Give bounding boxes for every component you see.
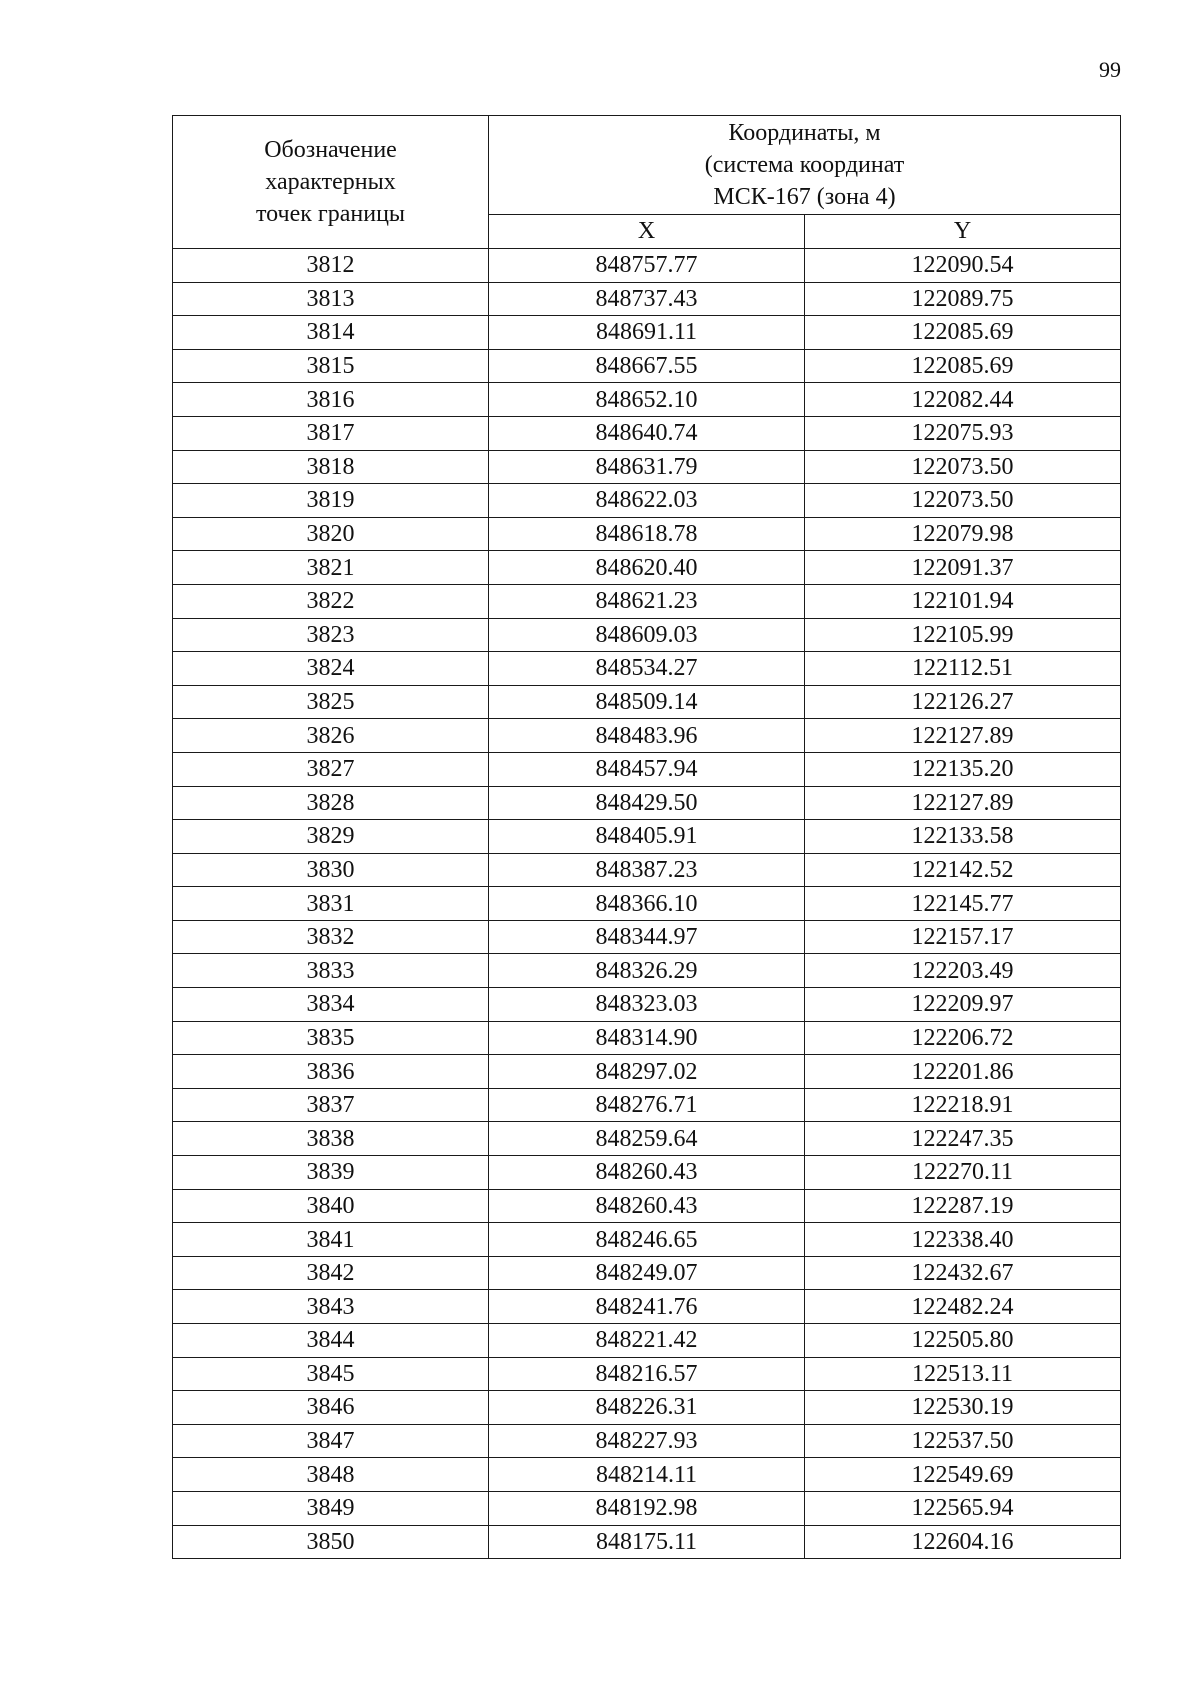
cell-x: 848483.96 [489, 719, 805, 753]
cell-point-id: 3825 [173, 685, 489, 719]
cell-point-id: 3850 [173, 1525, 489, 1559]
cell-x: 848226.31 [489, 1391, 805, 1425]
cell-point-id: 3846 [173, 1391, 489, 1425]
cell-y: 122133.58 [805, 820, 1121, 854]
table-row [173, 349, 1121, 383]
table-row [173, 1223, 1121, 1257]
cell-y: 122127.89 [805, 786, 1121, 820]
cell-x: 848457.94 [489, 752, 805, 786]
cell-x: 848640.74 [489, 416, 805, 450]
cell-x: 848631.79 [489, 450, 805, 484]
cell-y: 122157.17 [805, 920, 1121, 954]
cell-y: 122090.54 [805, 249, 1121, 283]
cell-point-id: 3840 [173, 1189, 489, 1223]
cell-x: 848249.07 [489, 1256, 805, 1290]
header-point-designation [173, 116, 489, 249]
cell-x: 848429.50 [489, 786, 805, 820]
cell-y: 122530.19 [805, 1391, 1121, 1425]
cell-y: 122101.94 [805, 584, 1121, 618]
cell-y: 122089.75 [805, 282, 1121, 316]
cell-y: 122073.50 [805, 484, 1121, 518]
table-row [173, 1122, 1121, 1156]
cell-y: 122073.50 [805, 450, 1121, 484]
cell-point-id: 3827 [173, 752, 489, 786]
table-row [173, 1424, 1121, 1458]
table-row [173, 1156, 1121, 1190]
table-row [173, 1055, 1121, 1089]
cell-point-id: 3836 [173, 1055, 489, 1089]
cell-point-id: 3830 [173, 853, 489, 887]
table-row [173, 383, 1121, 417]
cell-y: 122105.99 [805, 618, 1121, 652]
header-point-label: Обозначение характерных точек границы [255, 137, 406, 227]
cell-y: 122126.27 [805, 685, 1121, 719]
cell-y: 122513.11 [805, 1357, 1121, 1391]
cell-x: 848652.10 [489, 383, 805, 417]
cell-y: 122505.80 [805, 1324, 1121, 1358]
page-number: 99 [1099, 57, 1121, 82]
cell-point-id: 3828 [173, 786, 489, 820]
cell-point-id: 3847 [173, 1424, 489, 1458]
cell-point-id: 3814 [173, 316, 489, 350]
cell-point-id: 3816 [173, 383, 489, 417]
cell-y: 122082.44 [805, 383, 1121, 417]
table-row [173, 584, 1121, 618]
cell-point-id: 3844 [173, 1324, 489, 1358]
cell-x: 848192.98 [489, 1491, 805, 1525]
cell-y: 122604.16 [805, 1525, 1121, 1559]
header-coordinates-label: Координаты, м (система координат МСК-167 (зона 4) [704, 119, 905, 210]
cell-x: 848344.97 [489, 920, 805, 954]
table-row [173, 1324, 1121, 1358]
cell-point-id: 3831 [173, 887, 489, 921]
table-row [173, 752, 1121, 786]
cell-x: 848227.93 [489, 1424, 805, 1458]
cell-x: 848259.64 [489, 1122, 805, 1156]
table-row [173, 1391, 1121, 1425]
cell-x: 848175.11 [489, 1525, 805, 1559]
cell-x: 848323.03 [489, 988, 805, 1022]
cell-x: 848621.23 [489, 584, 805, 618]
cell-point-id: 3815 [173, 349, 489, 383]
cell-point-id: 3823 [173, 618, 489, 652]
cell-x: 848667.55 [489, 349, 805, 383]
table-row [173, 618, 1121, 652]
table-row [173, 416, 1121, 450]
cell-y: 122565.94 [805, 1491, 1121, 1525]
cell-x: 848387.23 [489, 853, 805, 887]
cell-point-id: 3838 [173, 1122, 489, 1156]
table-row [173, 316, 1121, 350]
cell-y: 122247.35 [805, 1122, 1121, 1156]
table-row [173, 1458, 1121, 1492]
cell-y: 122537.50 [805, 1424, 1121, 1458]
table-row [173, 820, 1121, 854]
cell-y: 122549.69 [805, 1458, 1121, 1492]
cell-x: 848276.71 [489, 1088, 805, 1122]
cell-x: 848260.43 [489, 1189, 805, 1223]
cell-y: 122209.97 [805, 988, 1121, 1022]
cell-point-id: 3849 [173, 1491, 489, 1525]
cell-point-id: 3820 [173, 517, 489, 551]
cell-point-id: 3817 [173, 416, 489, 450]
table-body [173, 249, 1121, 1559]
table-row [173, 786, 1121, 820]
cell-point-id: 3813 [173, 282, 489, 316]
cell-x: 848241.76 [489, 1290, 805, 1324]
cell-point-id: 3819 [173, 484, 489, 518]
cell-x: 848620.40 [489, 551, 805, 585]
cell-x: 848326.29 [489, 954, 805, 988]
cell-x: 848260.43 [489, 1156, 805, 1190]
cell-x: 848622.03 [489, 484, 805, 518]
cell-y: 122338.40 [805, 1223, 1121, 1257]
cell-point-id: 3832 [173, 920, 489, 954]
table-row [173, 853, 1121, 887]
cell-y: 122432.67 [805, 1256, 1121, 1290]
table-row [173, 450, 1121, 484]
cell-point-id: 3822 [173, 584, 489, 618]
table-row [173, 685, 1121, 719]
table-row [173, 1256, 1121, 1290]
table-row [173, 484, 1121, 518]
table-row [173, 887, 1121, 921]
cell-x: 848691.11 [489, 316, 805, 350]
cell-x: 848297.02 [489, 1055, 805, 1089]
cell-x: 848737.43 [489, 282, 805, 316]
table-row [173, 249, 1121, 283]
cell-x: 848246.65 [489, 1223, 805, 1257]
cell-point-id: 3839 [173, 1156, 489, 1190]
cell-y: 122112.51 [805, 652, 1121, 686]
cell-x: 848221.42 [489, 1324, 805, 1358]
cell-point-id: 3837 [173, 1088, 489, 1122]
cell-x: 848405.91 [489, 820, 805, 854]
table-row [173, 954, 1121, 988]
table-row [173, 1088, 1121, 1122]
cell-x: 848534.27 [489, 652, 805, 686]
cell-point-id: 3841 [173, 1223, 489, 1257]
cell-point-id: 3833 [173, 954, 489, 988]
cell-y: 122135.20 [805, 752, 1121, 786]
cell-point-id: 3835 [173, 1021, 489, 1055]
table-row [173, 1290, 1121, 1324]
table-row [173, 920, 1121, 954]
table-row [173, 1491, 1121, 1525]
cell-y: 122218.91 [805, 1088, 1121, 1122]
header-y: Y [805, 214, 1121, 248]
cell-y: 122085.69 [805, 349, 1121, 383]
header-x: X [489, 214, 805, 248]
table-row [173, 282, 1121, 316]
table-row [173, 517, 1121, 551]
cell-y: 122206.72 [805, 1021, 1121, 1055]
cell-y: 122482.24 [805, 1290, 1121, 1324]
cell-point-id: 3826 [173, 719, 489, 753]
cell-x: 848366.10 [489, 887, 805, 921]
cell-x: 848314.90 [489, 1021, 805, 1055]
cell-x: 848757.77 [489, 249, 805, 283]
cell-y: 122145.77 [805, 887, 1121, 921]
table-header [173, 116, 1121, 249]
header-coordinates [489, 116, 1121, 215]
cell-x: 848618.78 [489, 517, 805, 551]
cell-x: 848609.03 [489, 618, 805, 652]
cell-y: 122091.37 [805, 551, 1121, 585]
cell-point-id: 3821 [173, 551, 489, 585]
cell-y: 122270.11 [805, 1156, 1121, 1190]
cell-y: 122203.49 [805, 954, 1121, 988]
table-row [173, 652, 1121, 686]
cell-y: 122079.98 [805, 517, 1121, 551]
table-row [173, 1021, 1121, 1055]
cell-y: 122075.93 [805, 416, 1121, 450]
cell-point-id: 3818 [173, 450, 489, 484]
cell-point-id: 3842 [173, 1256, 489, 1290]
cell-y: 122142.52 [805, 853, 1121, 887]
cell-y: 122127.89 [805, 719, 1121, 753]
cell-point-id: 3812 [173, 249, 489, 283]
cell-x: 848509.14 [489, 685, 805, 719]
table-row [173, 1357, 1121, 1391]
table-row [173, 1189, 1121, 1223]
table-row [173, 719, 1121, 753]
cell-y: 122201.86 [805, 1055, 1121, 1089]
cell-point-id: 3834 [173, 988, 489, 1022]
coordinates-table [172, 115, 1121, 1559]
table-row [173, 988, 1121, 1022]
cell-point-id: 3843 [173, 1290, 489, 1324]
cell-x: 848216.57 [489, 1357, 805, 1391]
cell-point-id: 3848 [173, 1458, 489, 1492]
cell-point-id: 3829 [173, 820, 489, 854]
table-row [173, 1525, 1121, 1559]
cell-point-id: 3845 [173, 1357, 489, 1391]
cell-x: 848214.11 [489, 1458, 805, 1492]
cell-y: 122085.69 [805, 316, 1121, 350]
cell-point-id: 3824 [173, 652, 489, 686]
cell-y: 122287.19 [805, 1189, 1121, 1223]
table-row [173, 551, 1121, 585]
